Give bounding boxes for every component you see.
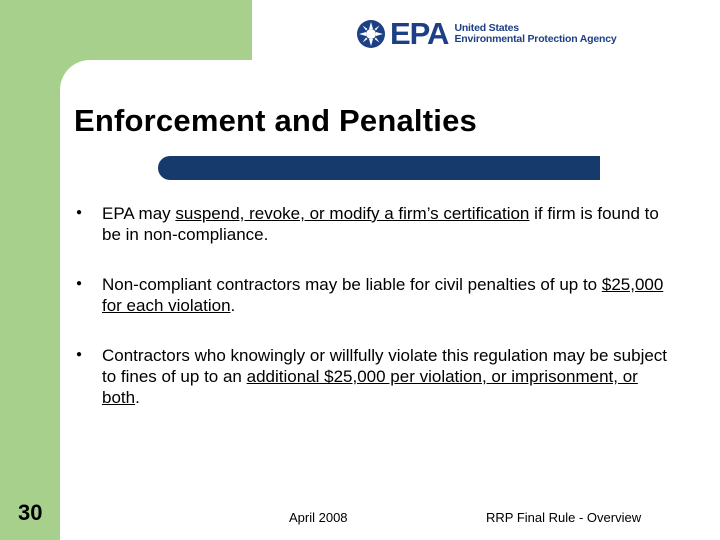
bullet-emphasis: suspend, revoke, or modify a firm’s certification <box>175 204 530 223</box>
bullet-text: Contractors who knowingly or willfully violate this regulation may be subject to fines of up to an <box>102 346 668 386</box>
bullet-emphasis: $25,000 for each violation <box>102 275 664 315</box>
bullet-item-civil-penalties <box>76 274 676 316</box>
bullet-icon: ● <box>76 207 83 218</box>
bullet-item-suspension <box>76 203 676 245</box>
title-underline-bar <box>158 156 600 180</box>
logo-agency-name <box>454 23 616 45</box>
bullet-item-criminal-penalties <box>76 345 676 408</box>
logo-agency-line2: Environmental Protection Agency <box>454 33 617 45</box>
bullet-icon: ● <box>76 349 83 360</box>
bullet-text: if firm is found to be in non-compliance. <box>102 204 659 244</box>
bullet-text: Non-compliant contractors may be liable for civil penalties of up to <box>102 275 602 294</box>
epa-flower-icon <box>356 19 386 49</box>
bullet-text: EPA may <box>102 204 176 223</box>
bullet-text: . <box>230 296 236 315</box>
logo-agency-line1: United States <box>454 22 519 34</box>
footer-presentation-title: RRP Final Rule - Overview <box>486 510 642 525</box>
slide-number: 30 <box>18 500 43 525</box>
footer-date: April 2008 <box>289 510 348 525</box>
bullet-emphasis: additional $25,000 per violation, or imprisonment, or both <box>102 367 638 407</box>
slide-title: Enforcement and Penalties <box>74 103 477 138</box>
logo-wordmark: EPA <box>390 16 449 51</box>
bullet-icon: ● <box>76 278 83 289</box>
bullet-text: . <box>135 388 140 407</box>
epa-logo <box>356 18 616 50</box>
bullet-list <box>76 203 676 437</box>
